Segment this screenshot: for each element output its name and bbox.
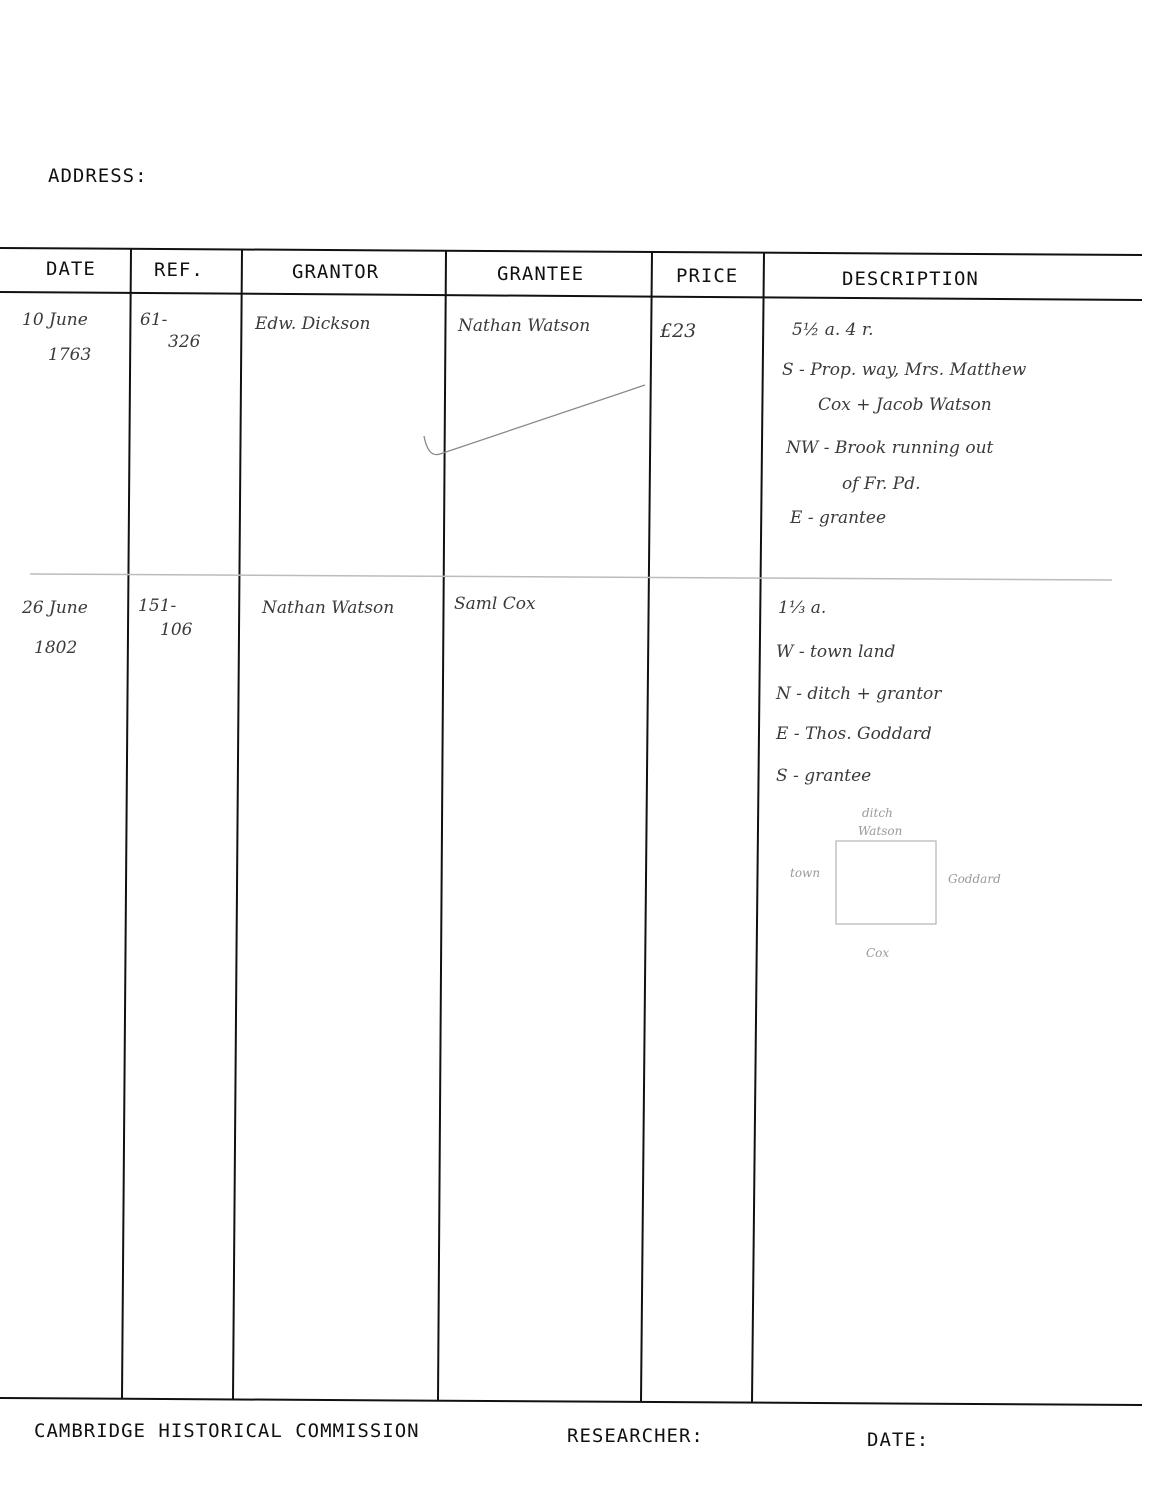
row2-grantee: Saml Cox [454, 594, 536, 614]
row1-date-day: 10 June [22, 310, 88, 330]
sketch-label-top: ditch [862, 806, 893, 820]
header-price: PRICE [676, 265, 739, 287]
header-ref: REF. [154, 259, 204, 281]
row1-description-line: E - grantee [790, 508, 887, 528]
row1-grantor: Edw. Dickson [255, 314, 371, 334]
footer-researcher-label: RESEARCHER: [567, 1425, 704, 1447]
row1-ref-page: 326 [168, 332, 201, 352]
row1-description-line: 5½ a. 4 r. [792, 320, 874, 340]
row2-description-line: 1⅓ a. [778, 598, 827, 618]
header-description: DESCRIPTION [842, 268, 979, 290]
sketch-label-top: Watson [858, 824, 903, 838]
header-grantee: GRANTEE [497, 263, 585, 285]
row2-grantor: Nathan Watson [262, 598, 395, 618]
footer-date-label: DATE: [867, 1429, 930, 1451]
header-date: DATE [46, 258, 96, 280]
row1-date-year: 1763 [48, 345, 92, 365]
sketch-label-right: Goddard [948, 872, 1001, 886]
row2-description-line: N - ditch + grantor [776, 684, 942, 704]
row1-description-line: of Fr. Pd. [842, 474, 921, 494]
header-grantor: GRANTOR [292, 261, 380, 283]
row1-description-line: Cox + Jacob Watson [818, 395, 992, 415]
row1-description-line: S - Prop. way, Mrs. Matthew [782, 360, 1027, 380]
row2-ref-volume: 151- [138, 596, 177, 616]
row2-description-line: E - Thos. Goddard [776, 724, 932, 744]
sketch-label-left: town [790, 866, 821, 880]
row2-description-line: S - grantee [776, 766, 872, 786]
footer-organization: CAMBRIDGE HISTORICAL COMMISSION [34, 1420, 420, 1442]
row2-ref-page: 106 [160, 620, 193, 640]
sketch-label-bottom: Cox [866, 946, 890, 960]
row2-date-day: 26 June [22, 598, 88, 618]
row1-description-line: NW - Brook running out [786, 438, 994, 458]
row1-grantee: Nathan Watson [458, 316, 591, 336]
row2-date-year: 1802 [34, 638, 78, 658]
address-label: ADDRESS: [48, 165, 148, 187]
row1-ref-volume: 61- [140, 310, 168, 330]
row2-description-line: W - town land [776, 642, 896, 662]
row1-price: £23 [660, 320, 697, 342]
